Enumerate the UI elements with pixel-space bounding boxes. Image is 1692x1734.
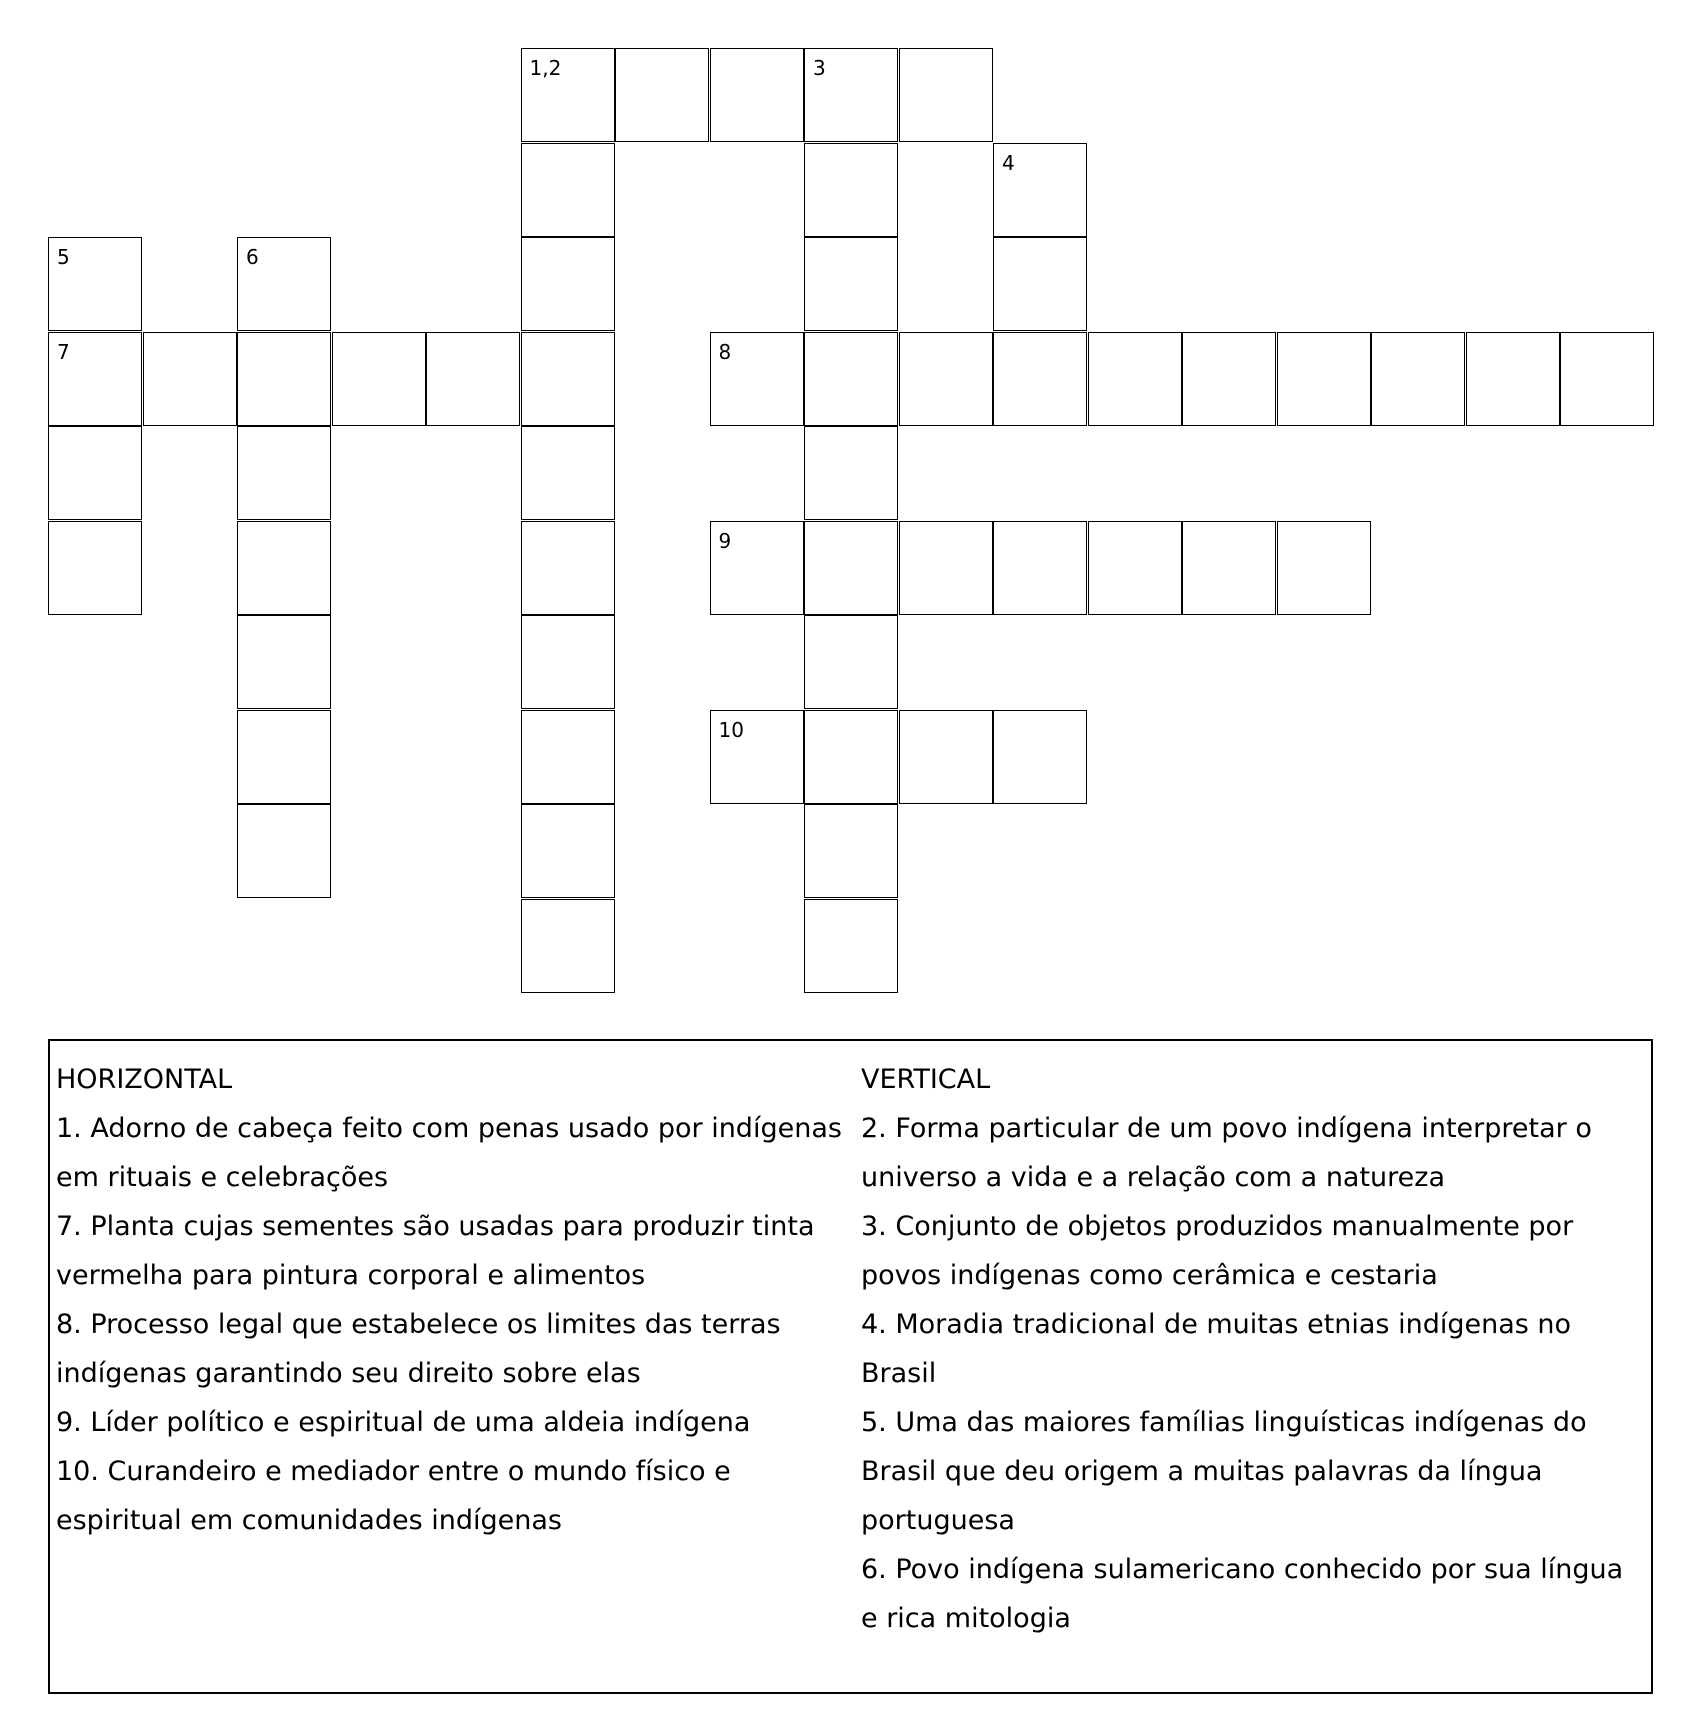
crossword-cell[interactable] — [804, 48, 898, 142]
crossword-cell[interactable] — [1277, 521, 1371, 615]
crossword-cell[interactable] — [48, 332, 142, 426]
crossword-cell[interactable] — [1088, 521, 1182, 615]
crossword-cell[interactable] — [426, 332, 520, 426]
clue-horizontal-8: 8. Processo legal que estabelece os limites das terras indígenas garantindo seu direito sobre elas — [56, 1309, 781, 1389]
crossword-cell[interactable] — [804, 899, 898, 993]
clue-number: 4 — [1002, 150, 1015, 175]
crossword-cell[interactable] — [521, 804, 615, 898]
clue-vertical-5: 5. Uma das maiores famílias linguísticas indígenas do Brasil que deu origem a muitas palavras da língua portuguesa — [861, 1407, 1587, 1536]
crossword-cell[interactable] — [615, 48, 709, 142]
crossword-cell[interactable] — [710, 332, 804, 426]
clue-vertical-3: 3. Conjunto de objetos produzidos manualmente por povos indígenas como cerâmica e cestaria — [861, 1211, 1574, 1291]
crossword-cell[interactable] — [804, 804, 898, 898]
crossword-cell[interactable] — [1371, 332, 1465, 426]
clue-number: 7 — [57, 339, 70, 364]
clue-number: 9 — [718, 528, 732, 553]
clue-number: 6 — [246, 245, 259, 269]
crossword-cell[interactable] — [237, 426, 331, 520]
crossword-cell[interactable] — [332, 332, 426, 426]
crossword-cell[interactable] — [521, 710, 615, 804]
crossword-cell[interactable] — [899, 48, 993, 142]
crossword-cell[interactable] — [899, 521, 993, 615]
clue-vertical-4: 4. Moradia tradicional de muitas etnias indígenas no Brasil — [861, 1309, 1572, 1389]
crossword-cell[interactable] — [521, 143, 615, 237]
crossword-cell[interactable] — [993, 710, 1087, 804]
clue-number: 8 — [718, 339, 732, 364]
vertical-clues — [861, 1055, 1646, 1643]
crossword-cell[interactable] — [804, 615, 898, 709]
clue-horizontal-7: 7. Planta cujas sementes são usadas para produzir tinta vermelha para pintura corporal e alimentos — [56, 1211, 815, 1291]
crossword-cell[interactable] — [1088, 332, 1182, 426]
crossword-cell[interactable] — [521, 521, 615, 615]
crossword-cell[interactable] — [521, 48, 615, 142]
crossword-cell[interactable] — [48, 521, 142, 615]
horizontal-heading: HORIZONTAL — [56, 1064, 233, 1095]
crossword-cell[interactable] — [993, 521, 1087, 615]
clue-vertical-2: 2. Forma particular de um povo indígena interpretar o universo a vida e a relação com a natureza — [861, 1113, 1592, 1193]
crossword-cell[interactable] — [710, 710, 804, 804]
clues-panel — [48, 1039, 1653, 1694]
crossword-cell[interactable] — [993, 332, 1087, 426]
clue-number: 1,2 — [529, 56, 562, 80]
crossword-cell[interactable] — [899, 710, 993, 804]
crossword-cell[interactable] — [804, 143, 898, 237]
crossword-cell[interactable] — [1466, 332, 1560, 426]
crossword-cell[interactable] — [804, 521, 898, 615]
crossword-cell[interactable] — [143, 332, 237, 426]
crossword-cell[interactable] — [521, 237, 615, 331]
crossword-cell[interactable] — [804, 426, 898, 520]
clue-horizontal-1: 1. Adorno de cabeça feito com penas usado por indígenas em rituais e celebrações — [56, 1113, 842, 1193]
crossword-cell[interactable] — [993, 143, 1087, 237]
crossword-cell[interactable] — [237, 521, 331, 615]
clue-horizontal-10: 10. Curandeiro e mediador entre o mundo físico e espiritual em comunidades indígenas — [56, 1456, 731, 1536]
crossword-cell[interactable] — [237, 237, 331, 331]
crossword-cell[interactable] — [804, 332, 898, 426]
crossword-cell[interactable] — [521, 615, 615, 709]
crossword-cell[interactable] — [1182, 521, 1276, 615]
crossword-cell[interactable] — [804, 237, 898, 331]
crossword-cell[interactable] — [521, 426, 615, 520]
crossword-cell[interactable] — [48, 237, 142, 331]
crossword-cell[interactable] — [237, 615, 331, 709]
crossword-cell[interactable] — [993, 237, 1087, 331]
crossword-cell[interactable] — [521, 899, 615, 993]
crossword-cell[interactable] — [237, 332, 331, 426]
crossword-cell[interactable] — [48, 426, 142, 520]
clue-number: 5 — [57, 245, 70, 269]
crossword-cell[interactable] — [1182, 332, 1276, 426]
vertical-heading: VERTICAL — [861, 1064, 991, 1095]
crossword-cell[interactable] — [1277, 332, 1371, 426]
clue-vertical-6: 6. Povo indígena sulamericano conhecido por sua língua e rica mitologia — [861, 1554, 1624, 1634]
crossword-cell[interactable] — [804, 710, 898, 804]
crossword-cell[interactable] — [899, 332, 993, 426]
crossword-cell[interactable] — [710, 521, 804, 615]
crossword-cell[interactable] — [1560, 332, 1654, 426]
clue-number: 10 — [718, 717, 744, 742]
crossword-cell[interactable] — [237, 804, 331, 898]
horizontal-clues — [56, 1055, 856, 1545]
crossword-cell[interactable] — [237, 710, 331, 804]
clue-horizontal-9: 9. Líder político e espiritual de uma aldeia indígena — [56, 1407, 751, 1438]
clue-number: 3 — [813, 56, 826, 80]
crossword-cell[interactable] — [710, 48, 804, 142]
crossword-cell[interactable] — [521, 332, 615, 426]
